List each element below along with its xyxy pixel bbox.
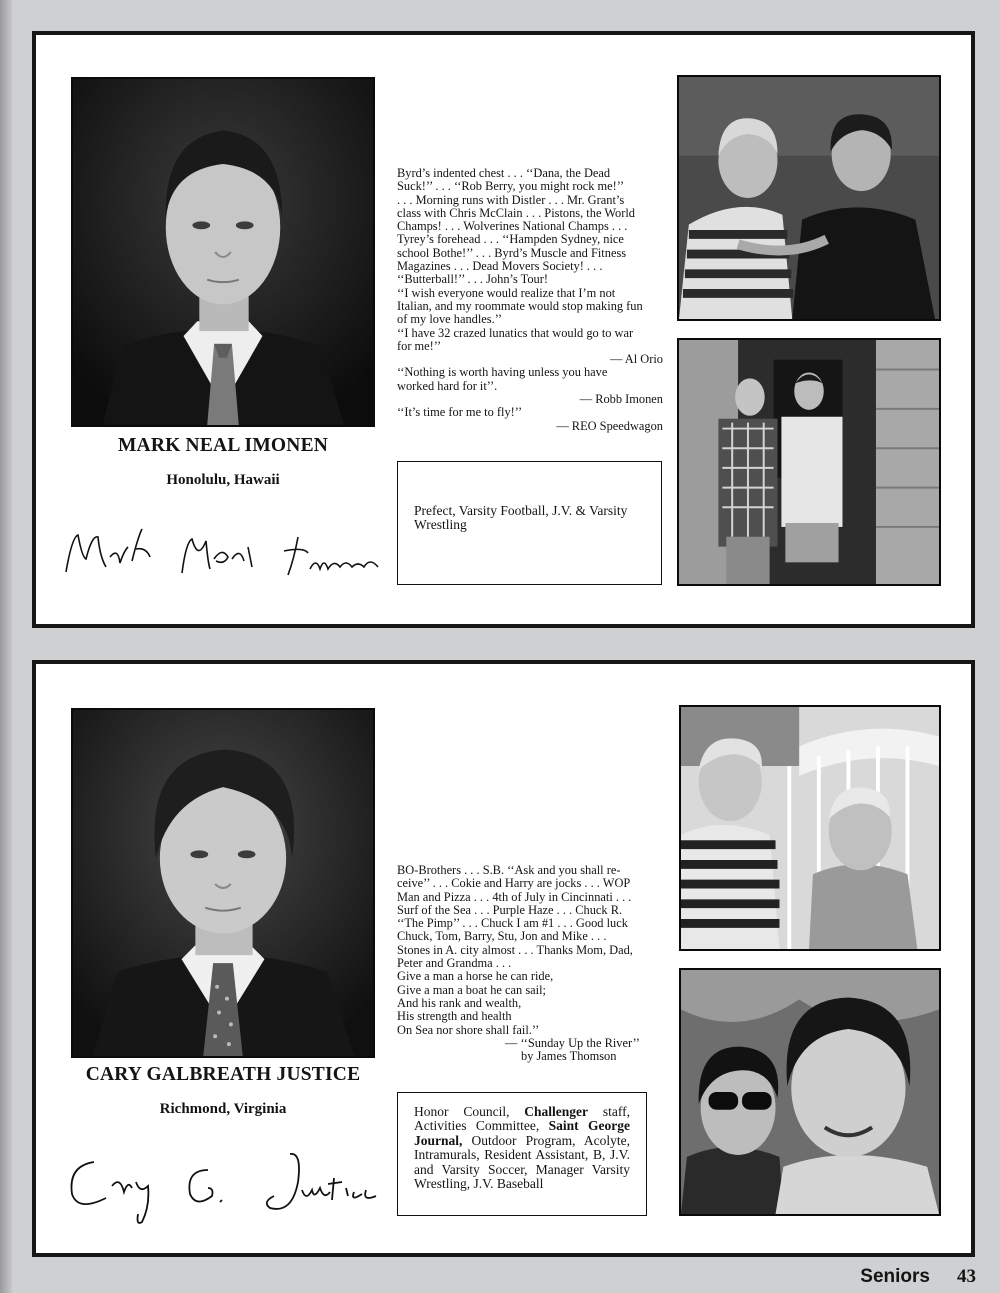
portrait-photo-justice xyxy=(71,708,375,1058)
bio-line: Suck!’’ . . . ‘‘Rob Berry, you might rock me!’’ xyxy=(397,179,625,194)
activities-text-part-bold: Challenger xyxy=(524,1104,589,1119)
quote-attribution: — Al Orio xyxy=(609,352,663,367)
candid-photo-two-friends xyxy=(677,75,941,321)
bio-line: of my love handles.’’ xyxy=(397,312,503,327)
candid-photo-two-boys xyxy=(679,705,941,951)
bio-line: Surf of the Sea . . . Purple Haze . . . Chuck R. xyxy=(397,902,623,917)
bio-line: Tyrey’s forehead . . . ‘‘Hampden Sydney, nice xyxy=(397,232,624,247)
activities-text-part: Honor Council, xyxy=(414,1104,525,1119)
bio-line: Peter and Grandma . . . xyxy=(397,956,512,971)
bio-line: Give a man a horse he can ride, xyxy=(397,969,554,984)
bio-line: Man and Pizza . . . 4th of July in Cincinnati . . . xyxy=(397,889,632,904)
bio-line: ‘‘It’s time for me to fly!’’ xyxy=(397,405,523,420)
page-number: 43 xyxy=(957,1266,976,1287)
bio-text-justice xyxy=(397,864,665,1063)
bio-line: Give a man a boat he can sail; xyxy=(397,982,546,997)
bio-line: On Sea nor shore shall fail.’’ xyxy=(397,1022,540,1037)
senior-name: CARY GALBREATH JUSTICE xyxy=(85,1064,361,1085)
quote-author: by James Thomson xyxy=(521,1049,617,1064)
signature-imonen xyxy=(58,517,398,587)
bio-line: His strength and health xyxy=(397,1009,512,1024)
page-binding-edge xyxy=(0,0,12,1293)
activities-text-part: staff, Activities Committee, xyxy=(414,1104,630,1134)
bio-line: ‘‘The Pimp’’ . . . Chuck I am #1 . . . Good luck xyxy=(397,916,628,931)
bio-line: class with Chris McClain . . . Pistons, the World xyxy=(397,205,635,220)
activities-box-imonen xyxy=(397,461,662,585)
quote-source: — ‘‘Sunday Up the River’’ xyxy=(505,1035,640,1050)
bio-line: ‘‘I wish everyone would realize that I’m not xyxy=(397,285,616,300)
senior-panel-imonen xyxy=(32,31,975,628)
bio-line: Italian, and my roommate would stop making fun xyxy=(397,298,643,313)
section-label: Seniors xyxy=(860,1266,930,1287)
quote-attribution: — REO Speedwagon xyxy=(556,418,663,433)
bio-line: And his rank and wealth, xyxy=(397,995,522,1010)
bio-line: worked hard for it’’. xyxy=(397,378,498,393)
bio-line: ceive’’ . . . Cokie and Harry are jocks . . . WOP xyxy=(397,876,631,891)
senior-panel-justice xyxy=(32,660,975,1257)
activities-text-part: Outdoor Program, Acolyte, Intramurals, Resident Assistant, B, J.V. and Varsity Soccer, Manager Varsity Wrestling, J.V. Baseball xyxy=(414,1132,630,1192)
activities-text-part-bold: Saint George Journal, xyxy=(414,1118,630,1148)
bio-line: ‘‘Nothing is worth having unless you have xyxy=(397,365,608,380)
bio-line: Magazines . . . Dead Movers Society! . . . xyxy=(397,259,603,274)
candid-photo-sunglasses xyxy=(679,968,941,1216)
senior-hometown: Honolulu, Hawaii xyxy=(166,472,280,488)
bio-line: for me!’’ xyxy=(397,338,442,353)
activities-box-justice xyxy=(397,1092,647,1216)
quote-attribution: — Robb Imonen xyxy=(579,392,663,407)
signature-justice xyxy=(62,1142,382,1228)
senior-name: MARK NEAL IMONEN xyxy=(117,435,329,456)
bio-line: ‘‘Butterball!’’ . . . John’s Tour! xyxy=(397,272,548,287)
bio-line: Champs! . . . Wolverines National Champs . . . xyxy=(397,219,628,234)
bio-line: . . . Morning runs with Distler . . . Mr. Grant’s xyxy=(397,192,625,207)
bio-line: ‘‘I have 32 crazed lunatics that would go to war xyxy=(397,325,634,340)
bio-line: Chuck, Tom, Barry, Stu, Jon and Mike . . . xyxy=(397,929,607,944)
portrait-photo-imonen xyxy=(71,77,375,427)
bio-line: school Bothe!’’ . . . Byrd’s Muscle and Fitness xyxy=(397,245,627,260)
bio-line: BO-Brothers . . . S.B. ‘‘Ask and you shall re- xyxy=(397,863,621,877)
activities-text: Prefect, Varsity Football, J.V. & Varsity Wrestling xyxy=(414,503,628,533)
senior-hometown: Richmond, Virginia xyxy=(159,1101,287,1117)
bio-line: Stones in A. city almost . . . Thanks Mom, Dad, xyxy=(397,942,633,957)
bio-text-imonen xyxy=(397,167,663,433)
bio-line: Byrd’s indented chest . . . ‘‘Dana, the Dead xyxy=(397,166,611,180)
candid-photo-hallway xyxy=(677,338,941,586)
